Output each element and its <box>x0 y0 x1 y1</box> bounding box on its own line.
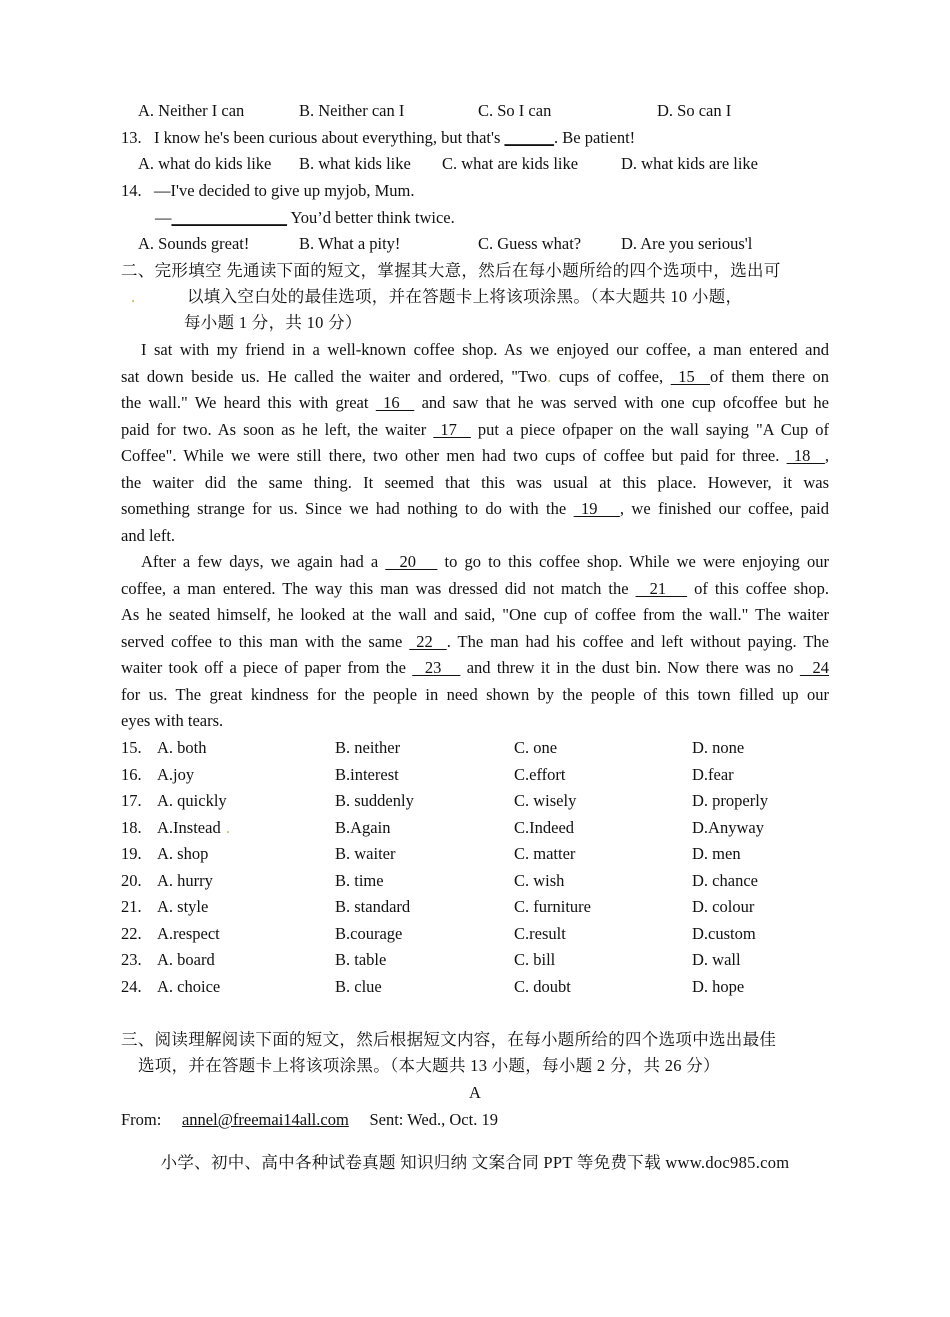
passage-text: of them there on <box>710 367 830 386</box>
dot-mark: . <box>226 817 231 837</box>
cloze-option-c: C. doubt <box>514 976 571 996</box>
passage-text: , <box>824 446 830 465</box>
cloze-option-d: D. wall <box>692 950 741 969</box>
cloze-option-d: D. chance <box>692 870 758 890</box>
passage-text: to go to this coffee shop. While we were enjoying our <box>437 552 829 571</box>
dot-mark: . <box>131 287 136 306</box>
q14-blank: ______________ <box>171 208 287 227</box>
cloze-option-b: B.Again <box>335 817 391 837</box>
passage-line <box>121 367 829 387</box>
q13-text-post: . Be patient! <box>554 128 636 147</box>
passage-line <box>121 446 829 466</box>
passage-text: put a piece ofpaper on the wall saying "A Cup of <box>470 420 830 439</box>
section3-heading-line1: 三、阅读理解阅读下面的短文，然后根据短文内容，在每小题所给的四个选项中选出最佳 <box>121 1030 777 1049</box>
blank-21: 21 <box>635 579 688 598</box>
cloze-option-a: A.joy <box>157 764 195 784</box>
q13-option-a: A. what do kids like <box>138 154 272 173</box>
passage-text: and saw that he was served with one cup ofcoffee but he <box>414 393 829 412</box>
q14-number: 14. <box>121 181 142 200</box>
q14-option-c: C. Guess what? <box>478 234 582 253</box>
email-sent: Sent: Wed., Oct. 19 <box>369 1110 498 1129</box>
q12-option-d: D. So can I <box>657 101 732 120</box>
section2-heading-line3: 每小题 1 分，共 10 分） <box>184 313 362 332</box>
email-address-link[interactable]: annel@freemai14all.com <box>181 1110 349 1129</box>
q14-line2: You’d better think twice. <box>287 208 455 227</box>
cloze-option-b: B.courage <box>335 923 403 943</box>
cloze-option-d: D.fear <box>692 764 734 784</box>
passage-text: cups of coffee, <box>551 367 671 386</box>
q14-option-a: A. Sounds great! <box>138 234 250 253</box>
cloze-option-b: B. standard <box>335 897 411 916</box>
blank-16: 16 <box>375 393 415 412</box>
q14-dash: — <box>155 208 172 227</box>
q12-option-b: B. Neither can I <box>299 101 405 120</box>
section3-part-label: A <box>469 1083 481 1102</box>
cloze-option-b: B. clue <box>335 976 382 996</box>
cloze-option-c: C. wisely <box>514 791 577 810</box>
q13-option-b: B. what kids like <box>299 154 411 173</box>
section2-heading-line2: 以填入空白处的最佳选项，并在答题卡上将该项涂黑。（本大题共 10 小题， <box>187 287 743 306</box>
passage-text: waiter took off a piece of paper from the <box>121 658 413 677</box>
cloze-option-b: B. neither <box>335 738 401 757</box>
cloze-question-number: 19. <box>121 844 142 863</box>
cloze-question-number: 17. <box>121 791 142 810</box>
passage-line: for us. The great kindness for the people in need shown by the people of this town filled up our <box>121 685 829 704</box>
q14-option-b: B. What a pity! <box>299 234 401 253</box>
cloze-option-b: B. suddenly <box>335 791 414 810</box>
q13-option-c: C. what are kids like <box>442 154 579 173</box>
q13-option-d: D. what kids are like <box>621 154 759 173</box>
passage-text: served coffee to this man with the same <box>121 632 410 651</box>
cloze-option-a: A. choice <box>157 976 221 996</box>
passage-line <box>121 632 829 652</box>
cloze-option-a: A. quickly <box>157 791 227 810</box>
cloze-question-number: 23. <box>121 950 142 969</box>
cloze-option-a: A. hurry <box>157 870 213 890</box>
q14-line1: —I've decided to give up myjob, Mum. <box>154 181 415 200</box>
cloze-option-a: A. style <box>157 897 209 916</box>
cloze-option-c: C.effort <box>514 764 566 784</box>
cloze-option-a: A.Instead <box>157 817 221 837</box>
cloze-option-d: D. properly <box>692 791 769 810</box>
cloze-option-c: C. bill <box>514 950 556 969</box>
passage-line: I sat with my friend in a well-known coffee shop. As we enjoyed our coffee, a man entered and <box>141 340 829 359</box>
passage-text: something strange for us. Since we had nothing to do with the <box>121 499 574 518</box>
blank-19: 19 <box>573 499 620 518</box>
cloze-option-d: D. hope <box>692 976 745 996</box>
passage-text: and threw it in the dust bin. Now there was no <box>460 658 800 677</box>
section3-heading-line2: 选项，并在答题卡上将该项涂黑。（本大题共 13 小题，每小题 2 分，共 26 分） <box>138 1056 720 1075</box>
q13-text-pre: I know he's been curious about everything, but that's <box>154 128 505 147</box>
cloze-option-d: D.custom <box>692 923 756 943</box>
passage-line <box>141 552 829 572</box>
cloze-option-b: B. waiter <box>335 844 396 863</box>
passage-text: paid for two. As soon as he left, the waiter <box>121 420 434 439</box>
passage-text: Coffee". While we were still there, two other men had two cups of coffee but paid for three. <box>121 446 787 465</box>
passage-text: , we finished our coffee, paid <box>619 499 829 518</box>
cloze-option-d: D.Anyway <box>692 817 764 837</box>
blank-24: 24 <box>799 658 830 677</box>
q13-stem <box>121 128 635 148</box>
passage-line <box>121 579 829 599</box>
passage-text: the wall." We heard this with great <box>121 393 376 412</box>
q12-option-a: A. Neither I can <box>138 101 245 120</box>
cloze-option-b: B.interest <box>335 764 399 784</box>
blank-22: 22 <box>409 632 447 651</box>
cloze-option-c: C. furniture <box>514 897 591 916</box>
cloze-question-number: 20. <box>121 870 142 890</box>
blank-17: 17 <box>433 420 471 439</box>
dot-mark: . <box>547 367 552 386</box>
q12-option-c: C. So I can <box>478 101 552 120</box>
passage-text: . The man had his coffee and left without paying. The <box>446 632 829 651</box>
passage-text: coffee, a man entered. The way this man was dressed did not match the <box>121 579 636 598</box>
cloze-option-a: A.respect <box>157 923 220 943</box>
cloze-question-number: 24. <box>121 976 142 996</box>
cloze-option-a: A. both <box>157 738 207 757</box>
passage-line: and left. <box>121 526 176 545</box>
blank-18: 18 <box>786 446 825 465</box>
cloze-option-c: C.Indeed <box>514 817 575 837</box>
cloze-option-d: D. none <box>692 738 745 757</box>
section2-heading-line1: 二、完形填空 先通读下面的短文，掌握其大意，然后在每小题所给的四个选项中，选出可 <box>121 261 781 280</box>
cloze-question-number: 15. <box>121 738 142 757</box>
passage-line <box>121 499 829 519</box>
cloze-option-c: C. one <box>514 738 558 757</box>
email-from-label: From: <box>121 1110 162 1129</box>
cloze-question-number: 22. <box>121 923 142 943</box>
blank-15: 15 <box>670 367 710 386</box>
cloze-question-number: 16. <box>121 764 142 784</box>
passage-text: sat down beside us. He called the waiter and ordered, "Two <box>121 367 548 386</box>
cloze-option-a: A. shop <box>157 844 209 863</box>
q14-stem <box>121 181 415 201</box>
q14-reply <box>155 208 455 228</box>
passage-line: As he seated himself, he looked at the wall and said, "One cup of coffee from the wall." The waiter <box>121 605 829 624</box>
passage-line <box>121 420 829 440</box>
passage-line <box>121 393 829 413</box>
cloze-option-c: C.result <box>514 923 566 943</box>
cloze-option-a: A. board <box>157 950 215 969</box>
passage-text: of this coffee shop. <box>687 579 830 598</box>
passage-line: eyes with tears. <box>121 711 224 730</box>
q13-blank: ______ <box>504 128 555 147</box>
q14-option-d: D. Are you serious'l <box>621 234 753 253</box>
cloze-option-c: C. matter <box>514 844 576 863</box>
cloze-option-d: D. colour <box>692 897 755 916</box>
email-header <box>121 1110 498 1130</box>
cloze-option-c: C. wish <box>514 870 565 890</box>
passage-line: the waiter did the same thing. It seemed that this was usual at this place. However, it was <box>121 473 829 492</box>
passage-line <box>121 658 829 678</box>
cloze-question-number: 18. <box>121 817 142 837</box>
blank-20: 20 <box>385 552 438 571</box>
cloze-option-b: B. time <box>335 870 384 890</box>
passage-text: After a few days, we again had a <box>141 552 386 571</box>
cloze-question-number: 21. <box>121 897 142 916</box>
cloze-option-b: B. table <box>335 950 387 969</box>
cloze-option-d: D. men <box>692 844 741 863</box>
blank-23: 23 <box>412 658 461 677</box>
page-footer: 小学、初中、高中各种试卷真题 知识归纳 文案合同 PPT 等免费下载 www.doc985.com <box>160 1153 790 1172</box>
q13-number: 13. <box>121 128 142 147</box>
